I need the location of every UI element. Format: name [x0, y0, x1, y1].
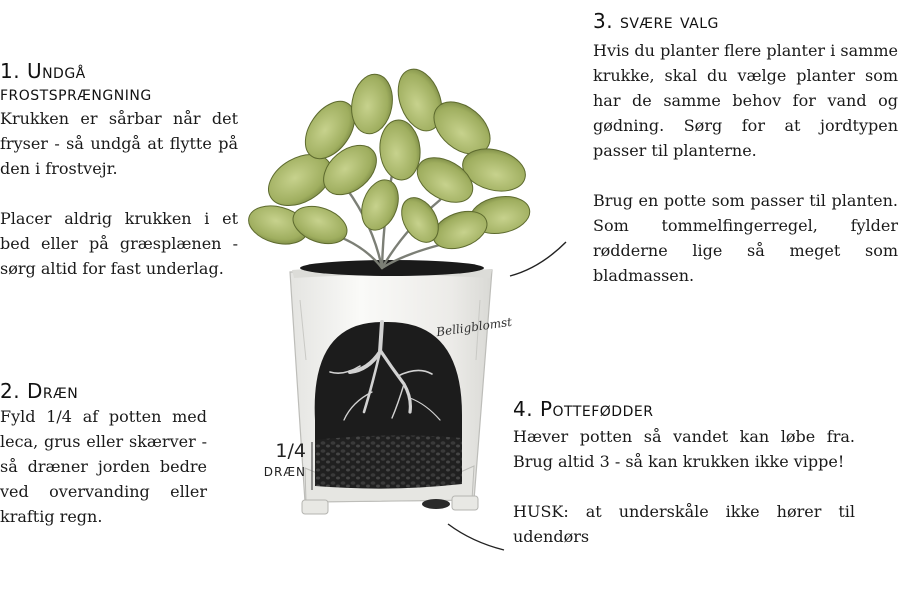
- tip-frost-heading: 1. Undgå frostsprængning: [0, 59, 152, 105]
- tip-drain-heading: 2. Dræn: [0, 379, 79, 403]
- tip-frost: [0, 60, 238, 281]
- soil-cross-section: [315, 322, 462, 489]
- artist-signature: Belligblomst: [435, 314, 513, 340]
- tip-drain-text: Fyld 1/4 af potten med leca, grus eller skærver - så dræner jorden bedre ved overvanding eller kraftig regn.: [0, 407, 207, 526]
- tip-choices-text-1: Hvis du planter flere planter i samme krukke, skal du vælge planter som har de samme behov for vand og gødning. Sørg for at jordtypen passer til planterne.: [593, 41, 898, 160]
- tip-frost-text-2: Placer aldrig krukken i et bed eller på græsplænen - sørg altid for fast underlag.: [0, 209, 238, 278]
- leader-line-tip-4: [448, 524, 504, 550]
- tip-drain: [0, 380, 207, 529]
- drain-word: dræn: [263, 461, 306, 481]
- leader-line-tip-3: [510, 242, 566, 276]
- tip-pot-feet-heading: 4. Pottefødder: [513, 397, 654, 421]
- tip-pot-feet-text-2: HUSK: at underskåle ikke hører til udendørs: [513, 502, 855, 546]
- drain-label: [236, 441, 306, 481]
- tip-pot-feet: [513, 398, 855, 549]
- foliage: [244, 63, 532, 255]
- tip-frost-text-1: Krukken er sårbar når det fryser - så undgå at flytte på den i frostvejr.: [0, 109, 238, 178]
- tip-pot-feet-text-1: Hæver potten så vandet kan løbe fra. Brug altid 3 - så kan krukken ikke vippe!: [513, 427, 855, 471]
- tip-choices: [593, 10, 898, 288]
- tip-choices-heading: 3. svære valg: [593, 9, 719, 33]
- tip-choices-text-2: Brug en potte som passer til planten. Som tommelfingerregel, fylder rødderne lige så meget som bladmassen.: [593, 191, 898, 285]
- drain-fraction: 1/4: [275, 440, 306, 462]
